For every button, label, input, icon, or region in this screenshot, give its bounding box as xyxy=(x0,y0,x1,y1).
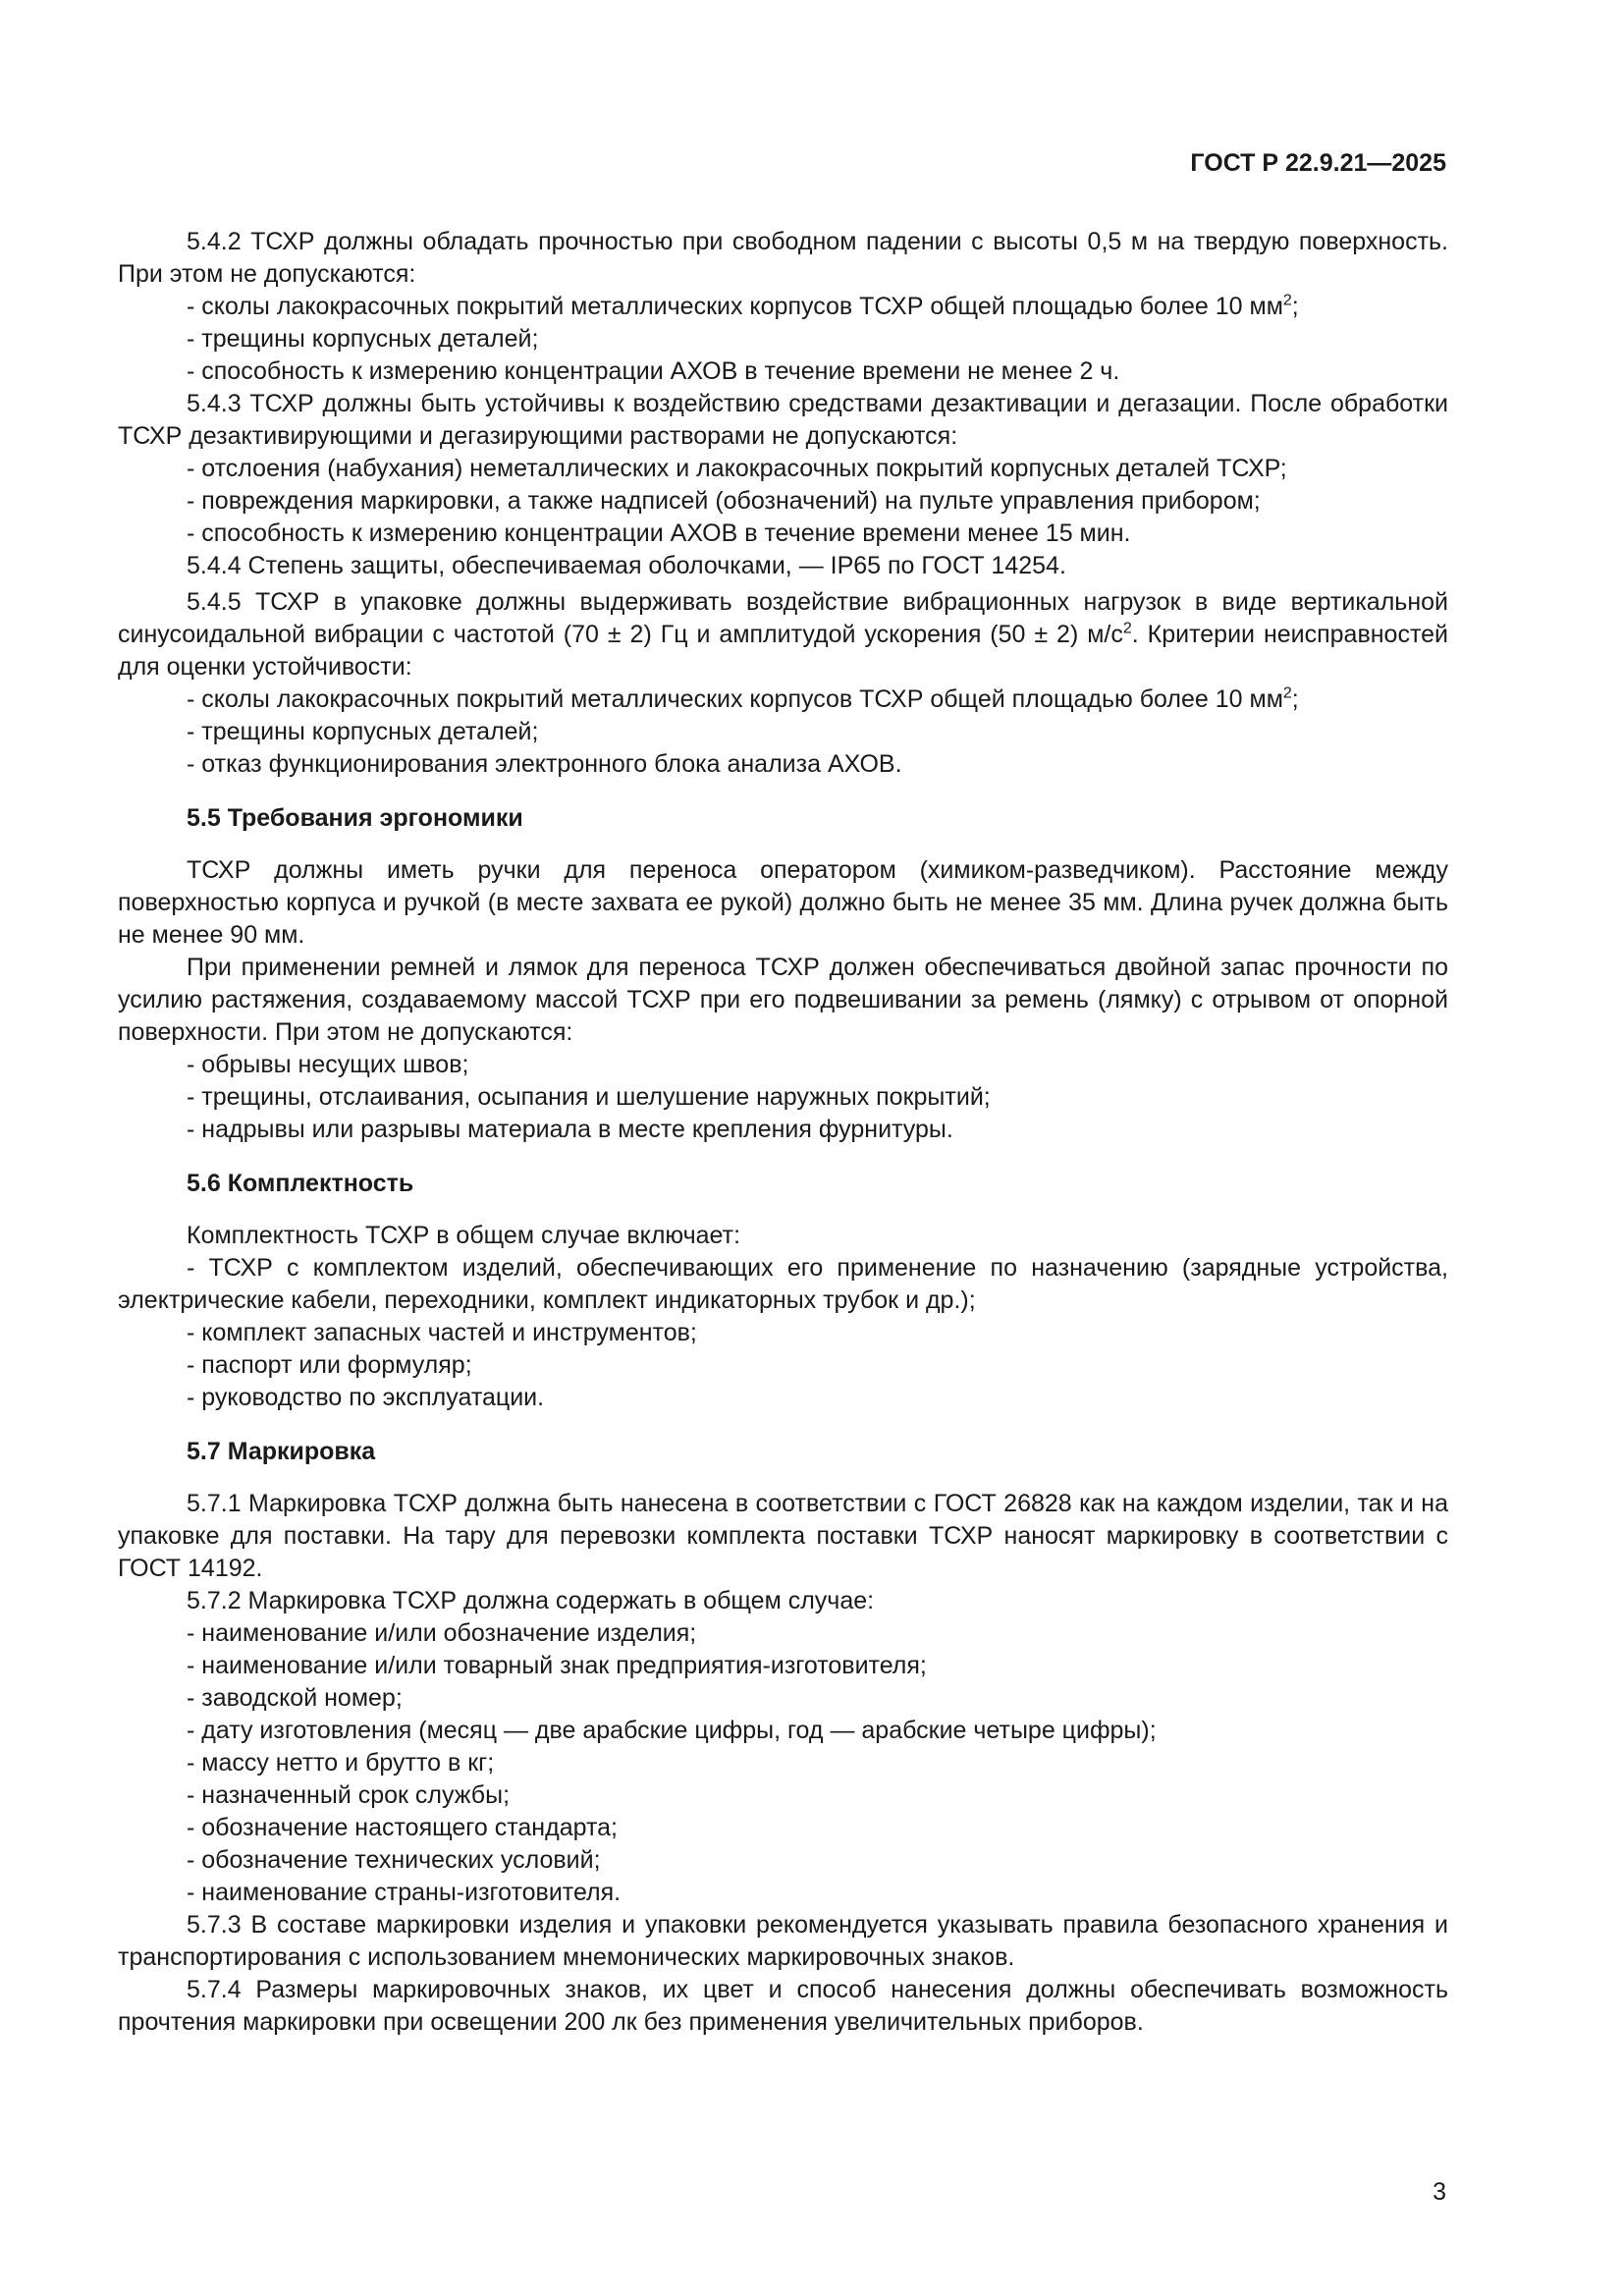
superscript: 2 xyxy=(1282,292,1292,309)
section-heading-5-6: 5.6 Комплектность xyxy=(187,1170,414,1197)
list-item: - наименование и/или обозначение изделия; xyxy=(187,1619,697,1647)
list-item: - трещины корпусных деталей; xyxy=(187,718,539,745)
list-item: - комплект запасных частей и инструментов; xyxy=(187,1319,697,1346)
paragraph: Комплектность ТСХР в общем случае включает: xyxy=(187,1222,741,1249)
list-item: - руководство по эксплуатации. xyxy=(187,1384,545,1411)
paragraph-5-4-3: 5.4.3 ТСХР должны быть устойчивы к воздействию средствами дезактивации и дегазации. После обработки ТСХР дезактивирующими и дегазирующими растворами не допускаются: xyxy=(118,390,1448,450)
list-item xyxy=(118,683,1448,716)
document-body xyxy=(118,226,1448,2039)
list-item: - отказ функционирования электронного блока анализа АХОВ. xyxy=(187,750,902,778)
list-item xyxy=(118,291,1448,323)
paragraph-5-4-4: 5.4.4 Степень защиты, обеспечиваемая оболочками, — IP65 по ГОСТ 14254. xyxy=(187,552,1066,579)
list-item: - наименование и/или товарный знак предприятия-изготовителя; xyxy=(187,1652,927,1679)
section-heading-5-7: 5.7 Маркировка xyxy=(187,1438,376,1465)
list-item: - ТСХР с комплектом изделий, обеспечивающих его применение по назначению (зарядные устройства, электрические кабели, переходники, комплект индикаторных трубок и др.); xyxy=(118,1254,1448,1314)
list-item: - отслоения (набухания) неметаллических и лакокрасочных покрытий корпусных деталей ТСХР; xyxy=(187,455,1287,482)
superscript: 2 xyxy=(1122,620,1132,637)
list-item: - трещины корпусных деталей; xyxy=(187,325,539,353)
list-item: - заводской номер; xyxy=(187,1684,403,1712)
list-item: - повреждения маркировки, а также надписей (обозначений) на пульте управления прибором; xyxy=(187,487,1261,515)
list-item: - обрывы несущих швов; xyxy=(187,1051,469,1078)
list-item: - способность к измерению концентрации АХОВ в течение времени менее 15 мин. xyxy=(187,519,1131,547)
paragraph: ТСХР должны иметь ручки для переноса оператором (химиком-разведчиком). Расстояние между поверхностью корпуса и ручкой (в месте захвата ее рукой) должно быть не менее 35 мм. Длина ручек должна быть не менее 90 мм. xyxy=(118,856,1448,949)
paragraph-5-7-1: 5.7.1 Маркировка ТСХР должна быть нанесена в соответствии с ГОСТ 26828 как на каждом изделии, так и на упаковке для поставки. На тару для перевозки комплекта поставки ТСХР наносят маркировку в соответствии с ГОСТ 14192. xyxy=(118,1490,1448,1582)
list-item: - трещины, отслаивания, осыпания и шелушение наружных покрытий; xyxy=(187,1083,991,1111)
list-item: - паспорт или формуляр; xyxy=(187,1351,472,1379)
paragraph-5-4-5 xyxy=(118,586,1448,683)
paragraph: При применении ремней и лямок для переноса ТСХР должен обеспечиваться двойной запас прочности по усилию растяжения, создаваемому массой ТСХР при его подвешивании за ремень (лямку) с отрывом от опорной поверхности. При этом не допускаются: xyxy=(118,954,1448,1046)
paragraph-5-7-2: 5.7.2 Маркировка ТСХР должна содержать в общем случае: xyxy=(187,1587,875,1614)
list-item-tail: ; xyxy=(1291,293,1299,320)
paragraph-tail: . Критерии неисправностей для оценки устойчивости: xyxy=(118,621,1448,681)
paragraph-5-7-4: 5.7.4 Размеры маркировочных знаков, их цвет и способ нанесения должны обеспечивать возможность прочтения маркировки при освещении 200 лк без применения увеличительных приборов. xyxy=(118,1976,1448,2036)
list-item: - дату изготовления (месяц — две арабские цифры, год — арабские четыре цифры); xyxy=(187,1717,1157,1744)
list-item: - способность к измерению концентрации АХОВ в течение времени не менее 2 ч. xyxy=(187,357,1120,385)
section-heading-5-5: 5.5 Требования эргономики xyxy=(187,804,523,832)
list-item-text: - сколы лакокрасочных покрытий металлических корпусов ТСХР общей площадью более 10 мм xyxy=(187,685,1283,713)
paragraph-5-4-2: 5.4.2 ТСХР должны обладать прочностью при свободном падении с высоты 0,5 м на твердую поверхность. При этом не допускаются: xyxy=(118,228,1448,288)
paragraph-text: 5.4.5 ТСХР в упаковке должны выдерживать воздействие вибрационных нагрузок в виде вертикальной синусоидальной вибрации с частотой (70 ± 2) Гц и амплитудой ускорения (50 ± 2) м/с xyxy=(118,588,1448,648)
page-number: 3 xyxy=(1433,2178,1446,2206)
list-item-text: - сколы лакокрасочных покрытий металлических корпусов ТСХР общей площадью более 10 мм xyxy=(187,293,1283,320)
document-id-header: ГОСТ Р 22.9.21—2025 xyxy=(1190,149,1446,177)
superscript: 2 xyxy=(1282,684,1292,702)
list-item: - обозначение технических условий; xyxy=(187,1846,601,1874)
list-item: - наименование страны-изготовителя. xyxy=(187,1879,622,1906)
list-item: - надрывы или разрывы материала в месте крепления фурнитуры. xyxy=(187,1116,953,1143)
list-item: - назначенный срок службы; xyxy=(187,1781,511,1809)
list-item: - обозначение настоящего стандарта; xyxy=(187,1814,618,1841)
paragraph-5-7-3: 5.7.3 В составе маркировки изделия и упаковки рекомендуется указывать правила безопасного хранения и транспортирования с использованием мнемонических маркировочных знаков. xyxy=(118,1911,1448,1971)
list-item: - массу нетто и брутто в кг; xyxy=(187,1749,495,1777)
list-item-tail: ; xyxy=(1291,685,1299,713)
